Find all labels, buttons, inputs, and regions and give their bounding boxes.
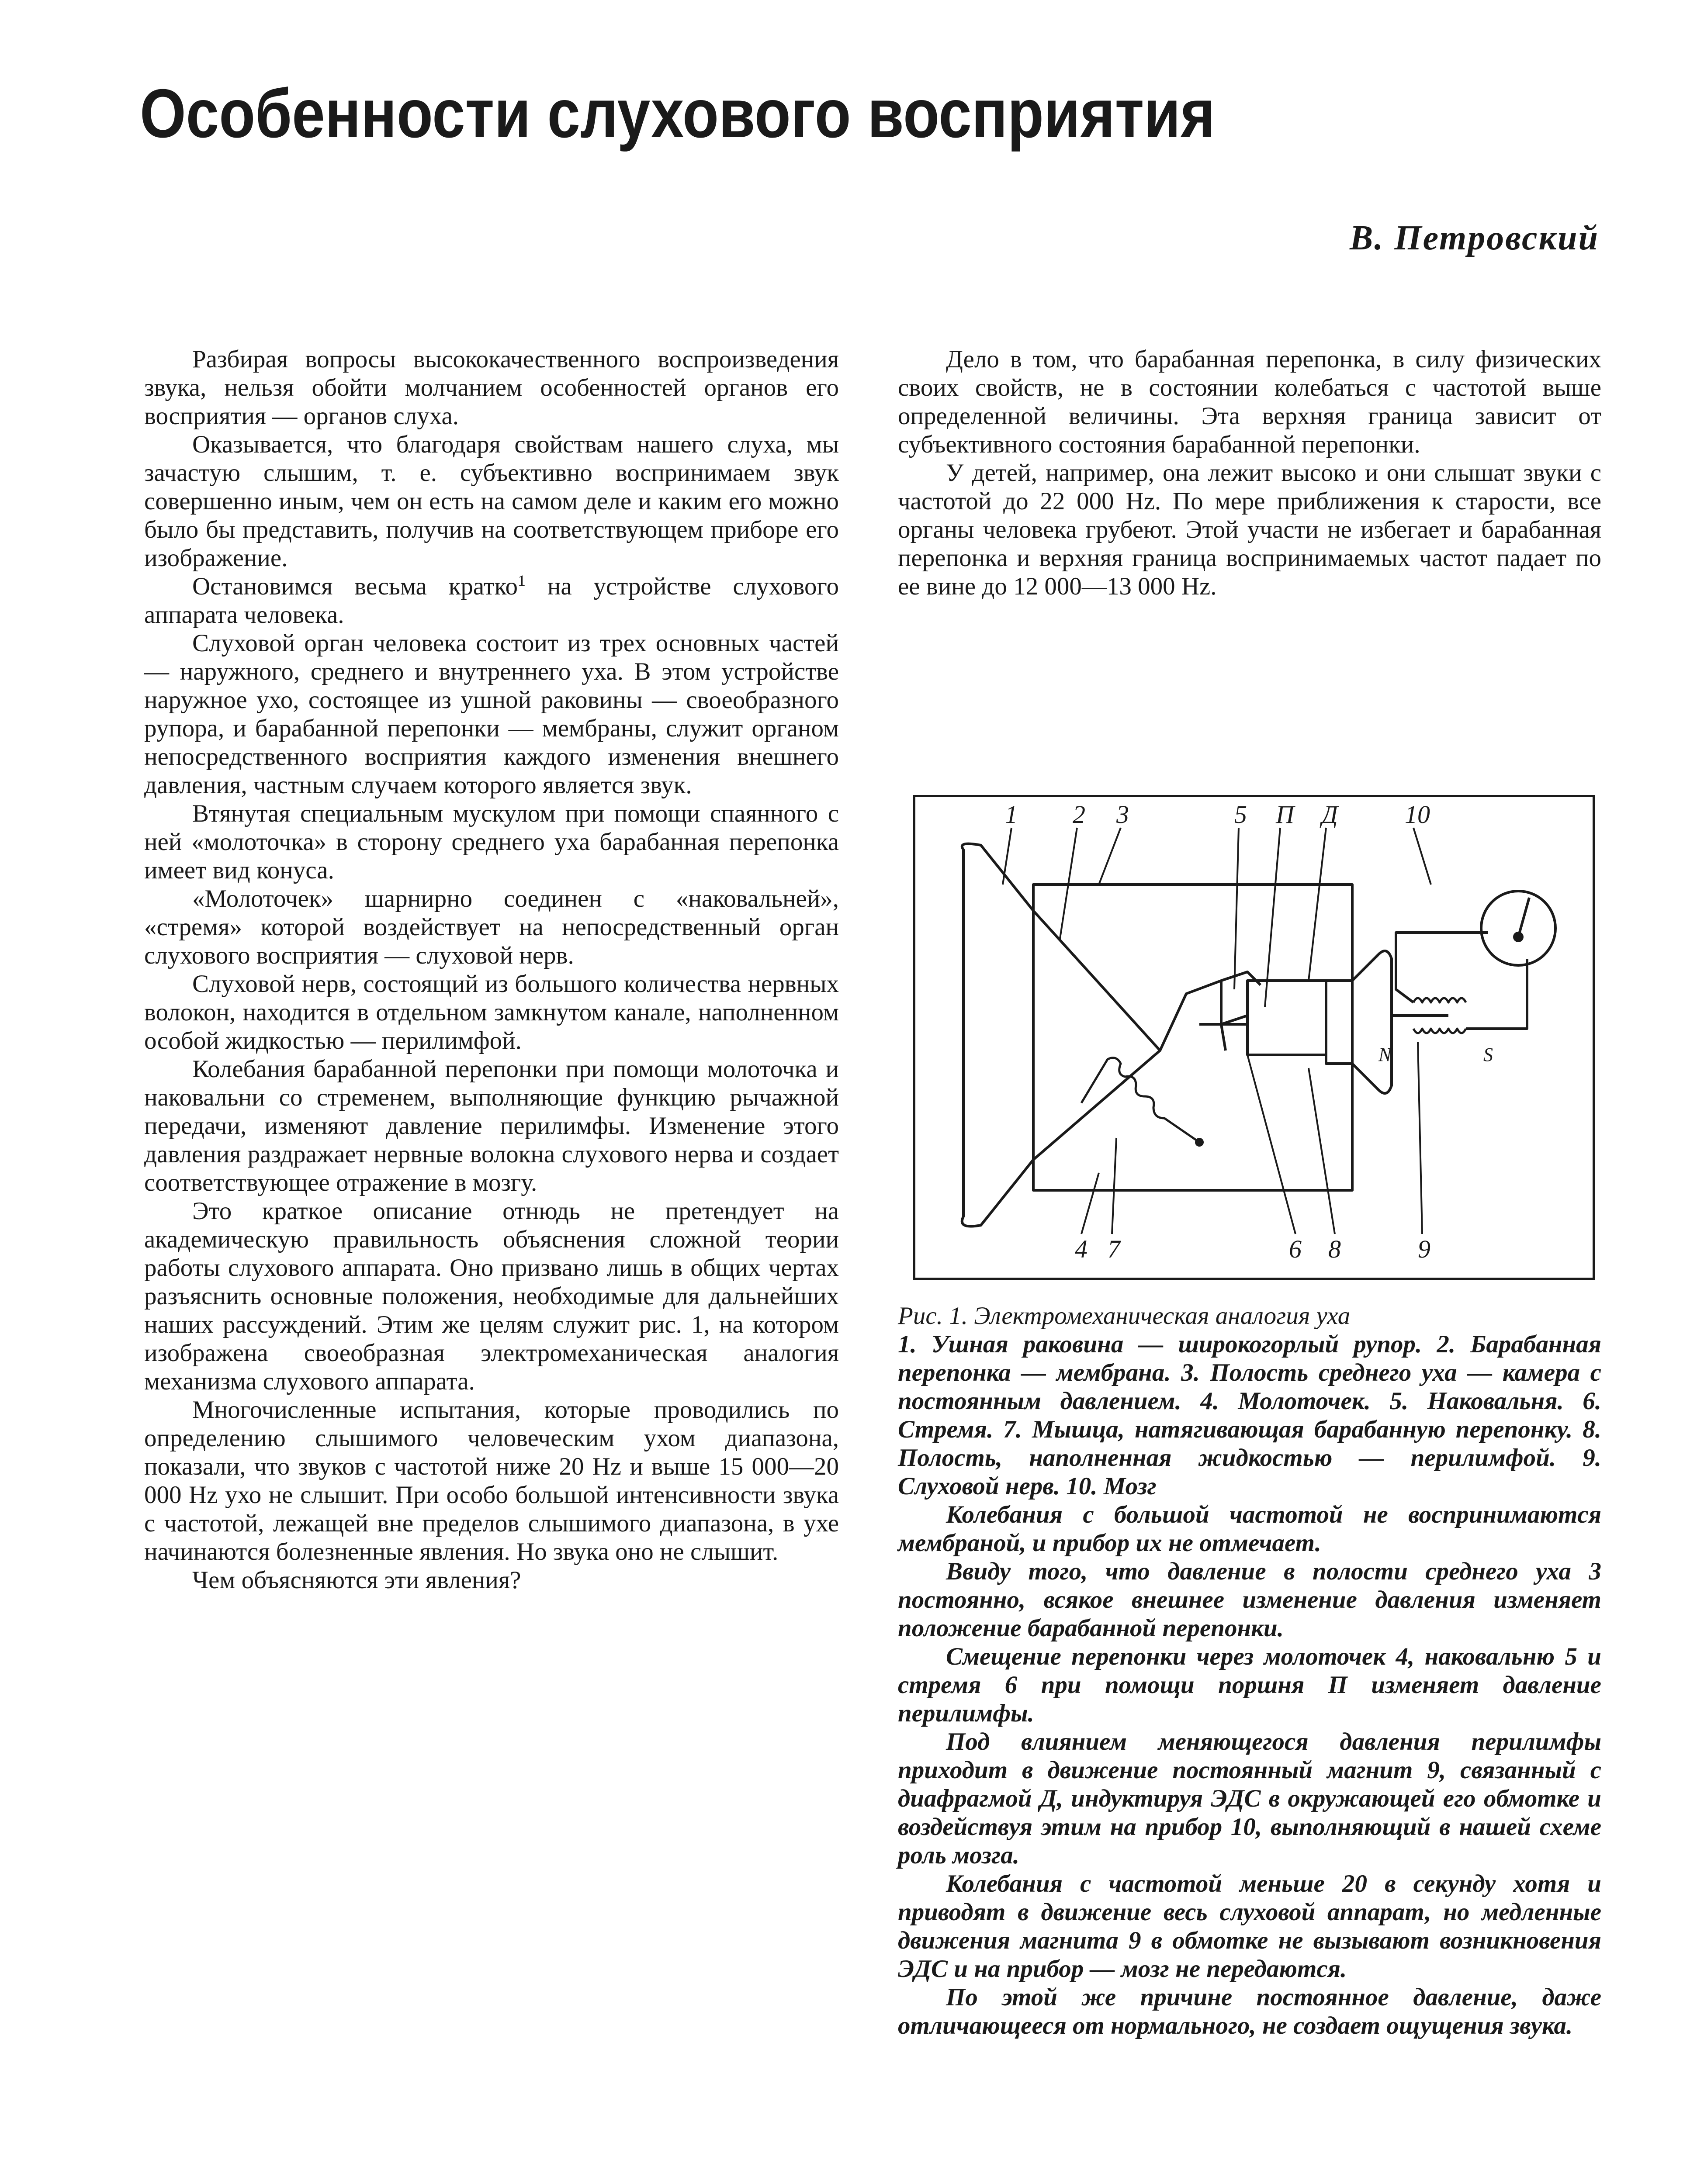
stirrup-rod: [1221, 1016, 1247, 1051]
paragraph: Дело в том, что барабанная перепонка, в силу физических своих свойств, не в состоянии колебаться с частотой выше определенной величины. Эта верхняя граница зависит от субъективного состояния барабанной перепонки.: [898, 346, 1601, 458]
paragraph: Разбирая вопросы высококачественного воспроизведения звука, нельзя обойти молчанием особенностей органов его восприятия — органов слуха.: [144, 346, 839, 430]
figure-label-9: 9: [1418, 1235, 1430, 1263]
figure-label-6: 6: [1289, 1235, 1302, 1263]
figure-label-7: 7: [1108, 1235, 1120, 1263]
right-column: [898, 345, 1601, 601]
caption-paragraph: Колебания с большой частотой не воспринимаются мембраной, и прибор их не отмечает.: [898, 1501, 1601, 1557]
membrane-cone: [1033, 911, 1160, 1160]
piston-cylinder: [1247, 981, 1326, 1055]
figure-label-3: 3: [1116, 800, 1129, 829]
figure-label-5: 5: [1234, 800, 1247, 829]
left-column: [144, 345, 839, 1594]
figure-label-10: 10: [1405, 800, 1430, 829]
paragraph: Многочисленные испытания, которые проводились по определению слышимого человеческим ухом диапазона, показали, что звуков с частотой ниже 20 Hz и выше 15 000—20 000 Hz ухо не слышит. При особо большой интенсивности звука с частотой, лежащей вне пределов слышимого диапазона, в ухе начинаются болезненные явления. Но звука оно не слышит.: [144, 1396, 839, 1565]
article-author: В. Петровский: [1350, 219, 1599, 257]
ear-analogy-diagram: [915, 797, 1593, 1278]
caption-legend: 1. Ушная раковина — широкогорлый рупор. 2. Барабанная перепонка — мембрана. 3. Полость среднего уха — камера с постоянным давлением. 4. Молоточек. 5. Наковальня. 6. Стремя. 7. Мышца, натягивающая барабанную перепонку. 8. Полость, наполненная жидкостью — перилимфой. 9. Слуховой нерв. 10. Мозг: [898, 1330, 1601, 1500]
middle-ear-chamber: [1033, 885, 1352, 1190]
meter-needle: [1518, 898, 1529, 937]
figure-label-piston: П: [1276, 800, 1294, 829]
perilymph-chamber: [1326, 951, 1392, 1093]
paragraph-start: Остановимся весьма кратко: [192, 573, 518, 600]
paragraph: Слуховой орган человека состоит из трех основных частей — наружного, среднего и внутреннего уха. В этом устройстве наружное ухо, состоящее из ушной раковины — своеобразного рупора, и барабанной перепонки — мембраны, служит органом непосредственного восприятия каждого изменения внешнего давления, частным случаем которого является звук.: [144, 629, 839, 799]
leader-lines: [1003, 828, 1431, 1234]
muscle-spring: [1081, 1058, 1199, 1142]
horn-shape: [962, 844, 1033, 1227]
figure-label-diaphragm: Д: [1322, 800, 1338, 829]
paragraph: Втянутая специальным мускулом при помощи спаянного с ней «молоточка» в сторону среднего уха барабанная перепонка имеет вид конуса.: [144, 800, 839, 884]
paragraph-end: на устройстве слухового аппарата человека.: [144, 573, 839, 629]
caption-paragraph: По этой же причине постоянное давление, даже отличающееся от нормального, не создает ощущения звука.: [898, 1984, 1601, 2039]
figure-label-8: 8: [1328, 1235, 1341, 1263]
paragraph: «Молоточек» шарнирно соединен с «наковальней», «стремя» которой воздействует на непосредственный орган слухового восприятия — слуховой нерв.: [144, 885, 839, 969]
paragraph: Чем объясняются эти явления?: [192, 1566, 521, 1594]
figure-label-4: 4: [1075, 1235, 1088, 1263]
caption-paragraph: Смещение перепонки через молоточек 4, наковальню 5 и стремя 6 при помощи поршня П изменяет давление перилимфы.: [898, 1643, 1601, 1727]
hammer-lever: [1160, 981, 1221, 1051]
magnet-pole-s: S: [1483, 1044, 1493, 1065]
caption-paragraph: Колебания с частотой меньше 20 в секунду хотя и приводят в движение весь слуховой аппарат, но медленные движения магнита 9 в обмотке не вызывают возникновения ЭДС и на прибор — мозг не передаются.: [898, 1870, 1601, 1983]
paragraph: Оказывается, что благодаря свойствам нашего слуха, мы зачастую слышим, т. е. субъективно воспринимаем звук совершенно иным, чем он есть на самом деле и каким его можно было бы представить, получив на соответствующем приборе его изображение.: [144, 431, 839, 572]
footnote-marker: 1: [517, 572, 526, 589]
caption-paragraph: Под влиянием меняющегося давления перилимфы приходит в движение постоянный магнит 9, связанный с диафрагмой Д, индуктируя ЭДС в окружающей его обмотке и воздействуя этим на прибор 10, выполняющий в нашей схеме роль мозга.: [898, 1728, 1601, 1869]
paragraph: Слуховой нерв, состоящий из большого количества нервных волокон, находится в отдельном замкнутом канале, наполненном особой жидкостью — перилимфой.: [144, 970, 839, 1054]
meter-pivot: [1513, 932, 1524, 942]
paragraph: У детей, например, она лежит высоко и они слышат звуки с частотой до 22 000 Hz. По мере приближения к старости, все органы человека грубеют. Этой участи не избегает и барабанная перепонка и верхняя граница воспринимаемых частот падает по ее вине до 12 000—13 000 Hz.: [898, 459, 1601, 600]
muscle-anchor: [1195, 1138, 1204, 1147]
figure-caption: [898, 1302, 1601, 2040]
paragraph: Это краткое описание отнюдь не претендует на академическую правильность объяснения сложной теории работы слухового аппарата. Оно призвано лишь в общих чертах разъяснить основные положения, необходимые для дальнейших наших рассуждений. Этим же целям служит рис. 1, на котором изображена своеобразная электромеханическая аналогия механизма слухового аппарата.: [144, 1197, 839, 1395]
figure-label-1: 1: [1005, 800, 1018, 829]
meter-dial: [1481, 891, 1555, 965]
article-title: Особенности слухового восприятия: [140, 75, 1216, 152]
caption-title: Рис. 1. Электромеханическая аналогия уха: [898, 1302, 1351, 1330]
paragraph: Колебания барабанной перепонки при помощи молоточка и наковальни со стременем, выполняющие функцию рычажной передачи, изменяют давление перилимфы. Изменение этого давления раздражает нервные волокна слухового нерва и создает соответствующее отражение в мозгу.: [144, 1055, 839, 1196]
magnet-pole-n: N: [1378, 1044, 1392, 1065]
figure-ear-analogy: [913, 795, 1595, 1280]
paragraph: [144, 572, 839, 629]
caption-paragraph: Ввиду того, что давление в полости среднего уха 3 постоянно, всякое внешнее изменение давления изменяет положение барабанной перепонки.: [898, 1558, 1601, 1642]
figure-label-2: 2: [1073, 800, 1085, 829]
